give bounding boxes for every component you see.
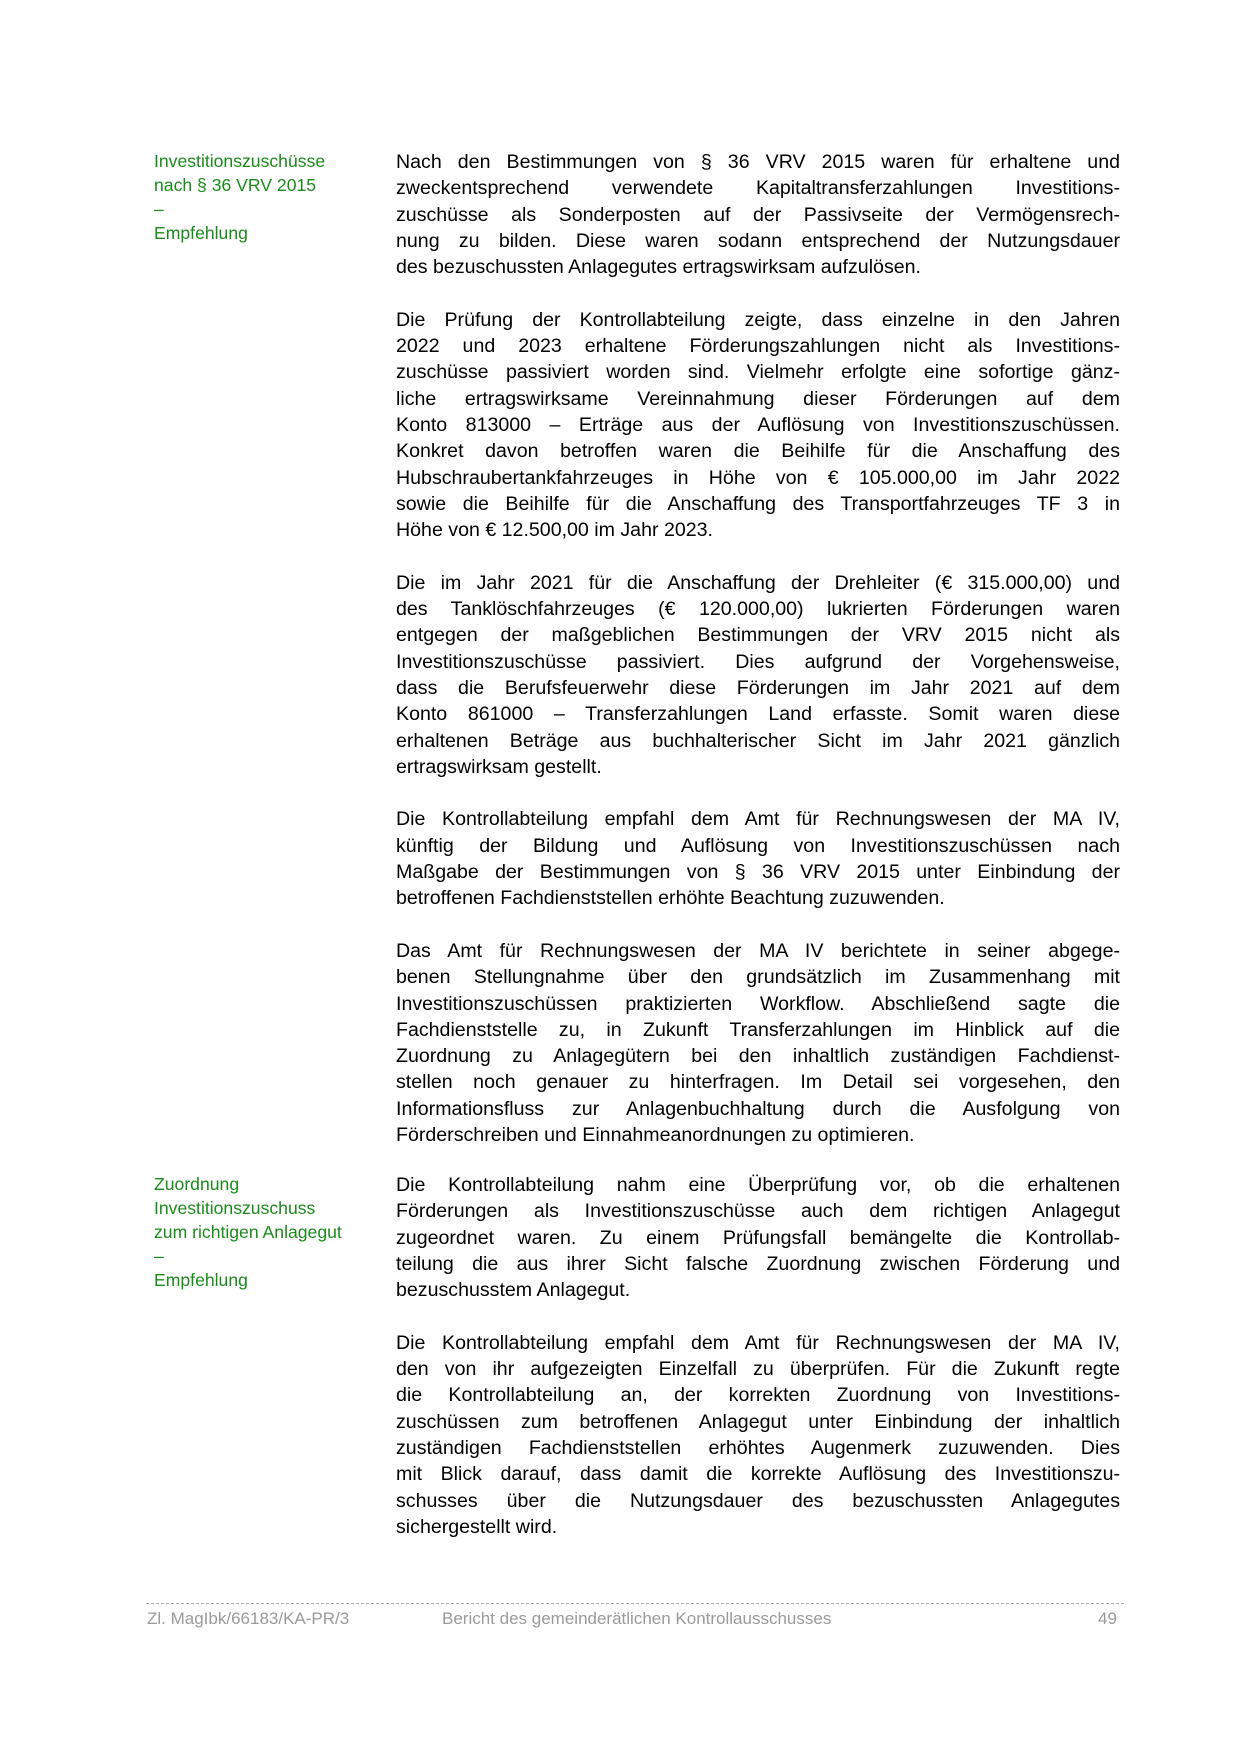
margin-heading-line: Zuordnung <box>154 1174 240 1194</box>
margin-heading-line: – <box>154 199 164 219</box>
paragraph-line: zuschüsse passiviert worden sind. Vielmehr erfolgte eine sofortige gänz- <box>396 361 1120 384</box>
paragraph-line: Informationsfluss zur Anlagenbuchhaltung durch die Ausfolgung von <box>396 1097 1120 1120</box>
paragraph-line: zugeordnet waren. Zu einem Prüfungsfall bemängelte die Kontrollab- <box>396 1226 1120 1249</box>
paragraph-line: entgegen der maßgeblichen Bestimmungen der VRV 2015 nicht als <box>396 624 1120 647</box>
margin-heading-line: Empfehlung <box>154 1270 248 1290</box>
page-number: 49 <box>1098 1609 1117 1628</box>
paragraph-line: zuständigen Fachdienststellen erhöhtes Augenmerk zuzuwenden. Dies <box>396 1436 1120 1459</box>
footer-divider <box>146 1603 1124 1604</box>
paragraph-line: betroffenen Fachdienststellen erhöhte Beachtung zuzuwenden. <box>396 887 945 910</box>
paragraph-line: liche ertragswirksame Vereinnahmung dieser Förderungen auf dem <box>396 387 1120 410</box>
paragraph-line: Konto 861000 – Transferzahlungen Land erfasste. Somit waren diese <box>396 703 1120 726</box>
paragraph-line: Die Kontrollabteilung empfahl dem Amt für Rechnungswesen der MA IV, <box>396 808 1120 831</box>
paragraph-line: Die Kontrollabteilung nahm eine Überprüfung vor, ob die erhaltenen <box>396 1174 1120 1196</box>
paragraph-line: die Kontrollabteilung an, der korrekten Zuordnung von Investitions- <box>396 1384 1120 1407</box>
paragraph-line: Zuordnung zu Anlagegütern bei den inhaltlich zuständigen Fachdienst- <box>396 1045 1120 1068</box>
paragraph-line: teilung die aus ihrer Sicht falsche Zuordnung zwischen Förderung und <box>396 1252 1120 1275</box>
paragraph-line: zweckentsprechend verwendete Kapitaltransferzahlungen Investitions- <box>396 177 1120 200</box>
paragraph-line: erhaltenen Beträge aus buchhalterischer Sicht im Jahr 2021 gänzlich <box>396 729 1120 752</box>
paragraph-line: Förderschreiben und Einnahmeanordnungen zu optimieren. <box>396 1123 915 1146</box>
margin-heading-line: – <box>154 1246 164 1266</box>
paragraph-line: Maßgabe der Bestimmungen von § 36 VRV 2015 unter Einbindung der <box>396 861 1120 884</box>
paragraph-line: nung zu bilden. Diese waren sodann entsprechend der Nutzungsdauer <box>396 229 1120 252</box>
paragraph-line: Das Amt für Rechnungswesen der MA IV berichtete in seiner abgege- <box>396 939 1120 962</box>
paragraph <box>396 1330 1120 1540</box>
paragraph <box>396 149 1120 280</box>
paragraph-line: Konkret davon betroffen waren die Beihilfe für die Anschaffung des <box>396 440 1120 463</box>
paragraph-line: des Tanklöschfahrzeuges (€ 120.000,00) lukrierten Förderungen waren <box>396 598 1120 621</box>
section-body <box>396 149 1120 1175</box>
paragraph-line: sowie die Beihilfe für die Anschaffung des Transportfahrzeuges TF 3 in <box>396 492 1120 515</box>
paragraph-line: benen Stellungnahme über den grundsätzlich im Zusammenhang mit <box>396 966 1120 989</box>
margin-heading <box>154 1172 384 1292</box>
paragraph-line: 2022 und 2023 erhaltene Förderungszahlungen nicht als Investitions- <box>396 335 1120 358</box>
footer-reference: Zl. MagIbk/66183/KA-PR/3 <box>147 1609 350 1628</box>
paragraph <box>396 806 1120 911</box>
paragraph-line: Die Prüfung der Kontrollabteilung zeigte, dass einzelne in den Jahren <box>396 308 1120 331</box>
paragraph-line: schusses über die Nutzungsdauer des bezuschussten Anlagegutes <box>396 1489 1120 1512</box>
paragraph-line: Konto 813000 – Erträge aus der Auflösung von Investitionszuschüssen. <box>396 413 1120 436</box>
paragraph-line: Die Kontrollabteilung empfahl dem Amt für Rechnungswesen der MA IV, <box>396 1331 1120 1354</box>
paragraph-line: zuschüssen zum betroffenen Anlagegut unter Einbindung der inhaltlich <box>396 1410 1120 1433</box>
paragraph-line: zuschüsse als Sonderposten auf der Passivseite der Vermögensrech- <box>396 203 1120 226</box>
paragraph-line: dass die Berufsfeuerwehr diese Förderungen im Jahr 2021 auf dem <box>396 676 1120 699</box>
paragraph-line: Förderungen als Investitionszuschüsse auch dem richtigen Anlagegut <box>396 1200 1120 1223</box>
paragraph-line: Hubschraubertankfahrzeuges in Höhe von € 105.000,00 im Jahr 2022 <box>396 466 1120 489</box>
paragraph-line: Höhe von € 12.500,00 im Jahr 2023. <box>396 519 713 542</box>
paragraph <box>396 1172 1120 1303</box>
footer-title: Bericht des gemeinderätlichen Kontrollausschusses <box>442 1609 832 1628</box>
paragraph <box>396 938 1120 1148</box>
paragraph-line: stellen noch genauer zu hinterfragen. Im Detail sei vorgesehen, den <box>396 1071 1120 1094</box>
paragraph <box>396 307 1120 544</box>
margin-heading-line: Empfehlung <box>154 223 248 243</box>
paragraph-line: ertragswirksam gestellt. <box>396 755 602 778</box>
paragraph-line: Nach den Bestimmungen von § 36 VRV 2015 waren für erhaltene und <box>396 151 1120 173</box>
paragraph-line: Die im Jahr 2021 für die Anschaffung der Drehleiter (€ 315.000,00) und <box>396 571 1120 594</box>
margin-heading-line: zum richtigen Anlagegut <box>154 1222 342 1242</box>
paragraph-line: Fachdienststelle zu, in Zukunft Transferzahlungen im Hinblick auf die <box>396 1018 1120 1041</box>
margin-heading <box>154 149 384 245</box>
margin-heading-line: Investitionszuschuss <box>154 1198 316 1218</box>
paragraph-line: den von ihr aufgezeigten Einzelfall zu überprüfen. Für die Zukunft regte <box>396 1358 1120 1381</box>
paragraph-line: des bezuschussten Anlagegutes ertragswirksam aufzulösen. <box>396 256 921 279</box>
paragraph-line: sichergestellt wird. <box>396 1515 558 1538</box>
margin-heading-line: Investitionszuschüsse <box>154 151 326 171</box>
paragraph-line: künftig der Bildung und Auflösung von Investitionszuschüssen nach <box>396 834 1120 857</box>
paragraph-line: mit Blick darauf, dass damit die korrekte Auflösung des Investitionszu- <box>396 1463 1120 1486</box>
paragraph <box>396 570 1120 780</box>
margin-heading-line: nach § 36 VRV 2015 <box>154 175 317 195</box>
section-body <box>396 1172 1120 1566</box>
paragraph-line: bezuschusstem Anlagegut. <box>396 1279 631 1302</box>
paragraph-line: Investitionszuschüssen praktizierten Workflow. Abschließend sagte die <box>396 992 1120 1015</box>
paragraph-line: Investitionszuschüsse passiviert. Dies aufgrund der Vorgehensweise, <box>396 650 1120 673</box>
